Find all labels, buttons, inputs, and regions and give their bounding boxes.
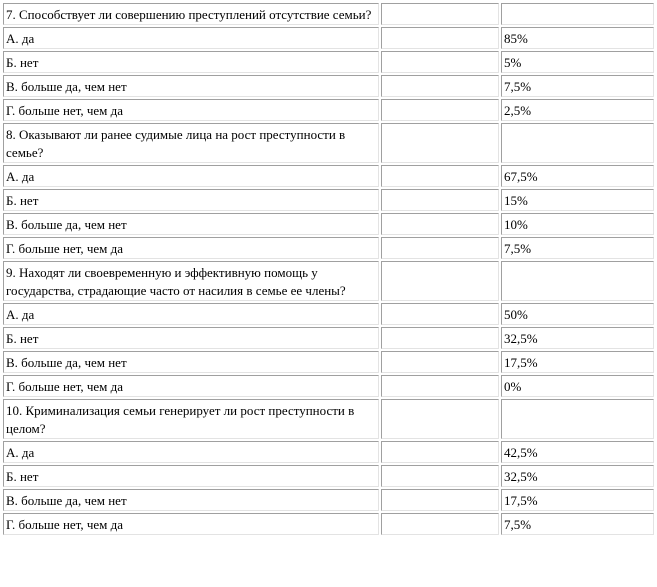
survey-table <box>1 1 656 537</box>
answer-row <box>3 303 654 325</box>
answer-value: 32,5% <box>504 469 538 484</box>
empty-cell <box>381 375 499 397</box>
answer-value: 67,5% <box>504 169 538 184</box>
empty-cell <box>381 213 499 235</box>
answer-label: В. больше да, чем нет <box>6 355 127 370</box>
empty-cell <box>381 303 499 325</box>
empty-cell <box>381 399 499 439</box>
question-row <box>3 261 654 301</box>
answer-value: 7,5% <box>504 517 532 532</box>
empty-cell <box>501 123 654 163</box>
answer-value: 17,5% <box>504 355 538 370</box>
answer-row <box>3 351 654 373</box>
empty-cell <box>501 399 654 439</box>
answer-value: 15% <box>504 193 528 208</box>
answer-label: А. да <box>6 169 35 184</box>
answer-label: Б. нет <box>6 193 39 208</box>
answer-label: Б. нет <box>6 469 39 484</box>
question-text: 10. Криминализация семьи генерирует ли рост преступности в целом? <box>3 399 379 439</box>
question-row <box>3 399 654 439</box>
answer-row <box>3 513 654 535</box>
answer-label: Г. больше нет, чем да <box>6 103 124 118</box>
empty-cell <box>381 327 499 349</box>
answer-row <box>3 441 654 463</box>
empty-cell <box>381 513 499 535</box>
empty-cell <box>381 3 499 25</box>
empty-cell <box>381 489 499 511</box>
answer-value: 5% <box>504 55 522 70</box>
question-row <box>3 3 654 25</box>
empty-cell <box>501 3 654 25</box>
answer-label: А. да <box>6 307 35 322</box>
answer-row <box>3 375 654 397</box>
answer-label: Г. больше нет, чем да <box>6 241 124 256</box>
empty-cell <box>381 51 499 73</box>
answer-label: А. да <box>6 31 35 46</box>
answer-value: 0% <box>504 379 522 394</box>
answer-label: А. да <box>6 445 35 460</box>
answer-label: В. больше да, чем нет <box>6 79 127 94</box>
empty-cell <box>501 261 654 301</box>
answer-value: 85% <box>504 31 528 46</box>
empty-cell <box>381 165 499 187</box>
empty-cell <box>381 441 499 463</box>
answer-label: В. больше да, чем нет <box>6 493 127 508</box>
answer-value: 2,5% <box>504 103 532 118</box>
answer-row <box>3 237 654 259</box>
empty-cell <box>381 351 499 373</box>
answer-value: 32,5% <box>504 331 538 346</box>
answer-row <box>3 327 654 349</box>
answer-value: 10% <box>504 217 528 232</box>
answer-value: 17,5% <box>504 493 538 508</box>
answer-row <box>3 51 654 73</box>
answer-row <box>3 489 654 511</box>
question-text: 9. Находят ли своевременную и эффективную помощь у государства, страдающие часто от насилия в семье ее члены? <box>3 261 379 301</box>
answer-label: В. больше да, чем нет <box>6 217 127 232</box>
empty-cell <box>381 465 499 487</box>
answer-label: Г. больше нет, чем да <box>6 517 124 532</box>
empty-cell <box>381 27 499 49</box>
answer-row <box>3 99 654 121</box>
answer-value: 42,5% <box>504 445 538 460</box>
answer-label: Б. нет <box>6 55 39 70</box>
answer-value: 50% <box>504 307 528 322</box>
answer-value: 7,5% <box>504 79 532 94</box>
question-text: 7. Способствует ли совершению преступлений отсутствие семьи? <box>3 3 379 25</box>
answer-row <box>3 75 654 97</box>
empty-cell <box>381 189 499 211</box>
answer-row <box>3 465 654 487</box>
empty-cell <box>381 237 499 259</box>
empty-cell <box>381 75 499 97</box>
question-row <box>3 123 654 163</box>
empty-cell <box>381 261 499 301</box>
empty-cell <box>381 99 499 121</box>
question-text: 8. Оказывают ли ранее судимые лица на рост преступности в семье? <box>3 123 379 163</box>
answer-label: Б. нет <box>6 331 39 346</box>
answer-row <box>3 189 654 211</box>
answer-row <box>3 213 654 235</box>
answer-row <box>3 27 654 49</box>
answer-label: Г. больше нет, чем да <box>6 379 124 394</box>
answer-value: 7,5% <box>504 241 532 256</box>
answer-row <box>3 165 654 187</box>
empty-cell <box>381 123 499 163</box>
